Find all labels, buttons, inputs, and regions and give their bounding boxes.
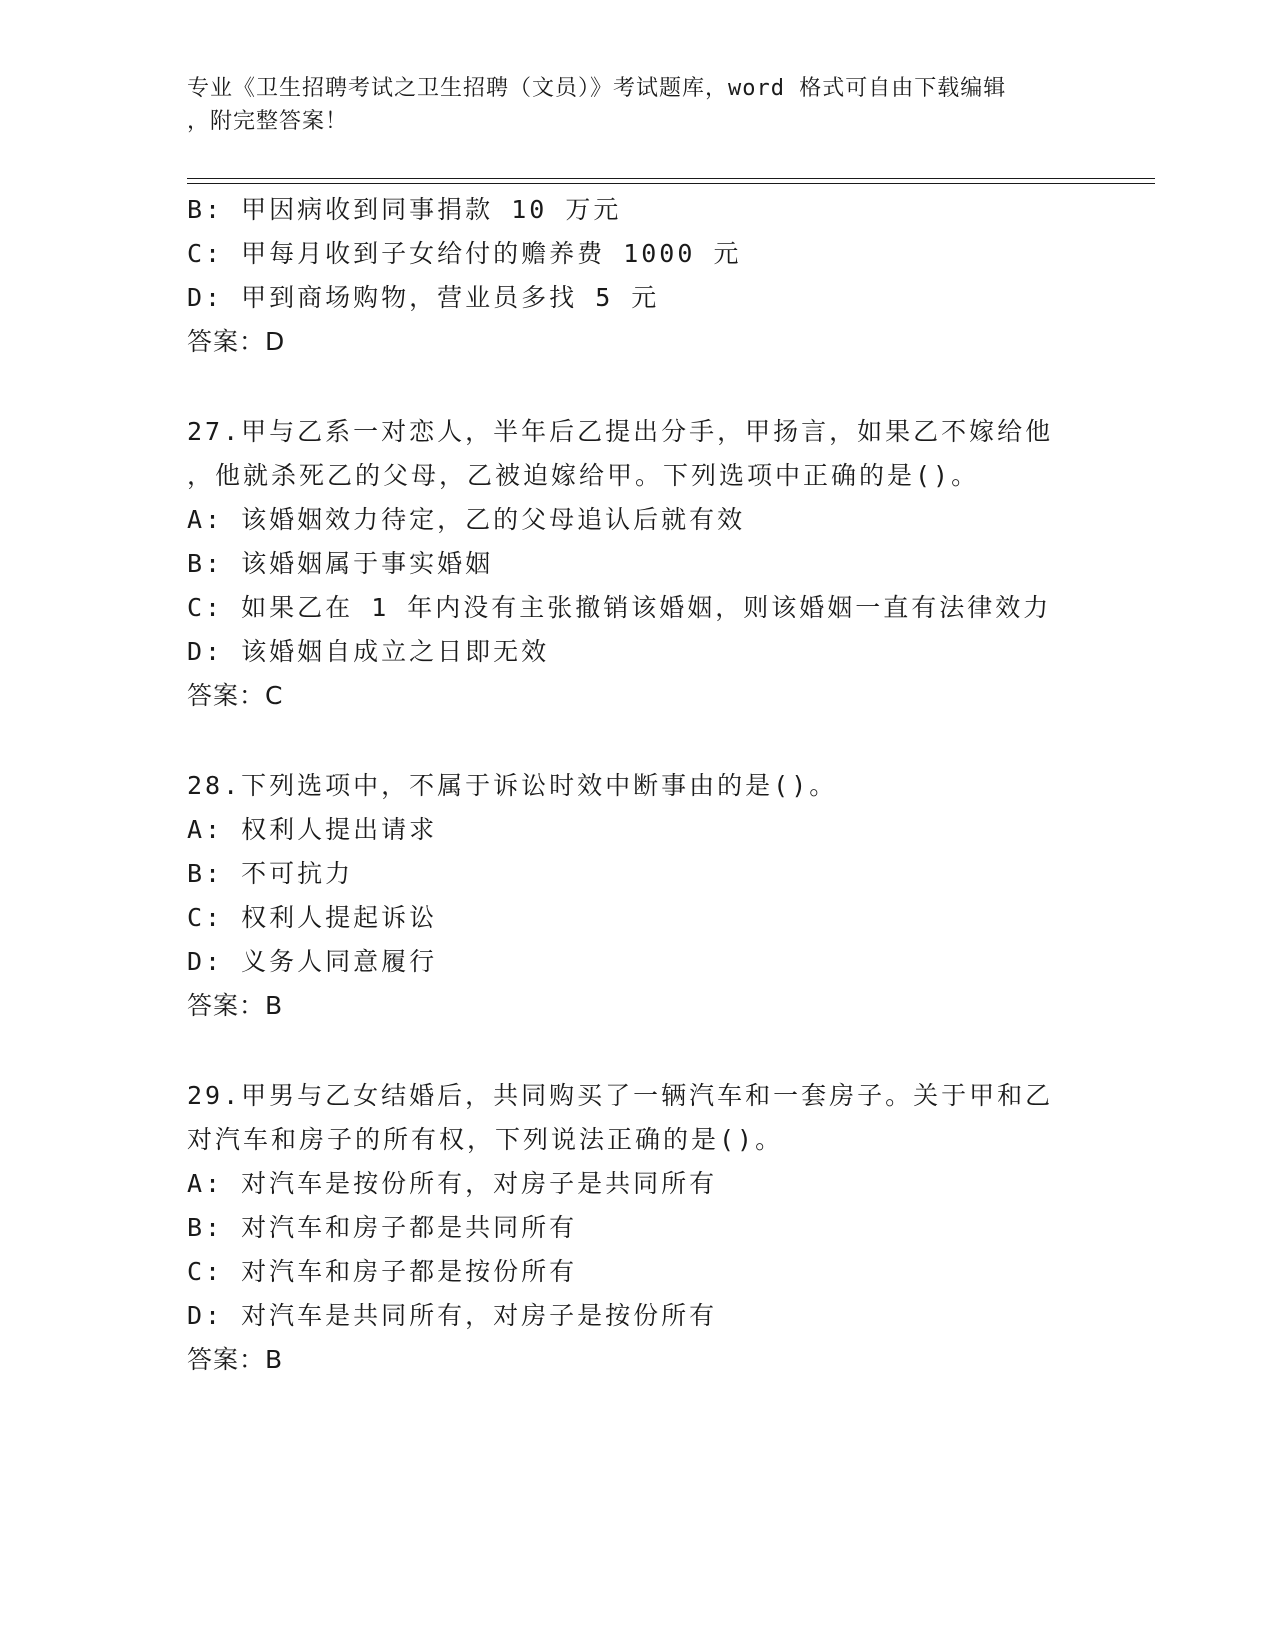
q28-stem-line-1: 28.下列选项中，不属于诉讼时效中断事由的是()。	[187, 771, 838, 800]
q28-answer: 答案：B	[187, 991, 284, 1020]
header-divider-bottom	[187, 183, 1155, 184]
q29-option-c: C: 对汽车和房子都是按份所有	[187, 1257, 578, 1286]
q28-option-c: C: 权利人提起诉讼	[187, 903, 438, 932]
q29-option-b: B: 对汽车和房子都是共同所有	[187, 1213, 578, 1242]
q28-option-a: A: 权利人提出请求	[187, 815, 438, 844]
q27-stem-line-2: ，他就杀死乙的父母，乙被迫嫁给甲。下列选项中正确的是()。	[187, 461, 980, 490]
q26-option-b: B: 甲因病收到同事捐款 10 万元	[187, 195, 622, 224]
header-line-2: ，附完整答案！	[187, 109, 349, 134]
q27-stem-line-1: 27.甲与乙系一对恋人，半年后乙提出分手，甲扬言，如果乙不嫁给他	[187, 417, 1054, 446]
q27-answer: 答案：C	[187, 681, 284, 710]
q29-option-d: D: 对汽车是共同所有，对房子是按份所有	[187, 1301, 718, 1330]
q29-stem-line-1: 29.甲男与乙女结婚后，共同购买了一辆汽车和一套房子。关于甲和乙	[187, 1081, 1054, 1110]
q28-option-d: D: 义务人同意履行	[187, 947, 438, 976]
q28-option-b: B: 不可抗力	[187, 859, 354, 888]
q27-option-c: C: 如果乙在 1 年内没有主张撤销该婚姻，则该婚姻一直有法律效力	[187, 593, 1052, 622]
q26-option-d: D: 甲到商场购物，营业员多找 5 元	[187, 283, 660, 312]
q29-answer: 答案：B	[187, 1345, 284, 1374]
q26-option-c: C: 甲每月收到子女给付的赡养费 1000 元	[187, 239, 742, 268]
q27-option-a: A: 该婚姻效力待定，乙的父母追认后就有效	[187, 505, 746, 534]
header-line-1: 专业《卫生招聘考试之卫生招聘（文员）》考试题库，word 格式可自由下载编辑	[187, 76, 1007, 101]
q29-stem-line-2: 对汽车和房子的所有权，下列说法正确的是()。	[187, 1125, 784, 1154]
q27-option-b: B: 该婚姻属于事实婚姻	[187, 549, 494, 578]
q27-option-d: D: 该婚姻自成立之日即无效	[187, 637, 550, 666]
document-header	[187, 72, 1067, 138]
q26-answer: 答案：D	[187, 327, 286, 356]
q29-option-a: A: 对汽车是按份所有，对房子是共同所有	[187, 1169, 718, 1198]
header-divider-top	[187, 178, 1155, 179]
